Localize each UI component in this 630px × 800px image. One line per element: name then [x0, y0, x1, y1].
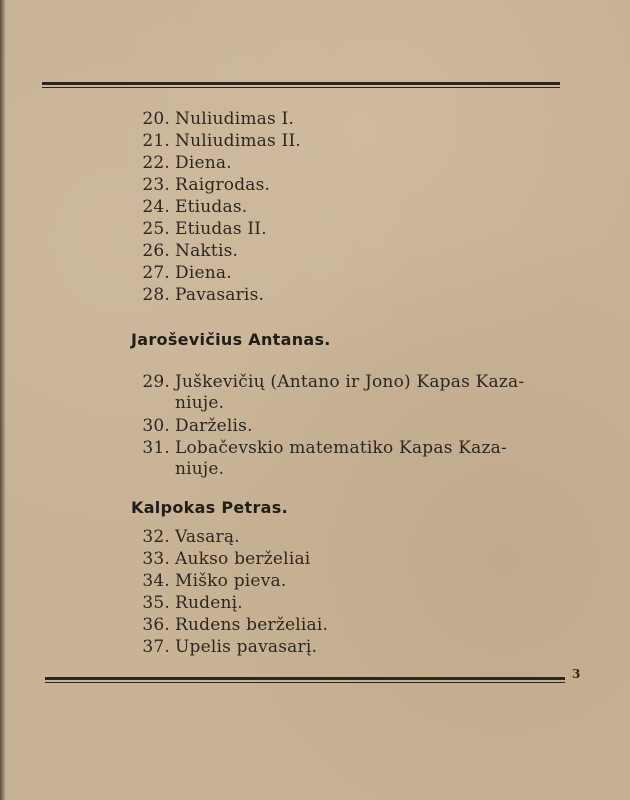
entry-number: 30.: [142, 416, 170, 436]
list-item: [136, 219, 267, 240]
entry-title: Raigrodas.: [175, 175, 271, 195]
list-item: [136, 527, 240, 548]
entry-title: Diena.: [175, 263, 232, 283]
entry-title: Rudens berželiai.: [175, 615, 329, 635]
page-number: 3: [572, 667, 581, 681]
list-item: [136, 438, 507, 480]
list-item: [136, 571, 286, 592]
author-heading: Jaroševičius Antanas.: [131, 330, 331, 349]
entry-number: 36.: [142, 615, 170, 635]
page-binding-edge: [0, 0, 6, 800]
list-item: [136, 109, 294, 130]
entry-number: 33.: [142, 549, 170, 569]
entry-number: 26.: [142, 241, 170, 261]
entry-title: Upelis pavasarį.: [175, 637, 318, 657]
entry-number: 23.: [142, 175, 170, 195]
list-item: [136, 549, 310, 570]
list-item: [136, 197, 247, 218]
entry-number: 34.: [142, 571, 170, 591]
list-item: [136, 416, 253, 437]
list-item: [136, 593, 243, 614]
entry-number: 28.: [142, 285, 170, 305]
entry-title-continuation: niuje.: [175, 459, 225, 479]
list-item: [136, 637, 317, 658]
list-item: [136, 285, 264, 306]
entry-number: 35.: [142, 593, 170, 613]
list-item: [136, 263, 232, 284]
list-item: [136, 175, 270, 196]
entry-number: 32.: [142, 527, 170, 547]
entry-number: 20.: [142, 109, 170, 129]
entry-number: 27.: [142, 263, 170, 283]
entry-number: 25.: [142, 219, 170, 239]
entry-number: 21.: [142, 131, 170, 151]
entry-title: Nuliudimas I.: [175, 109, 295, 129]
top-double-rule: [42, 82, 560, 88]
entry-title: Juškevičių (Antano ir Jono) Kapas Kaza-: [175, 372, 525, 392]
entry-number: 31.: [142, 438, 170, 458]
entry-number: 24.: [142, 197, 170, 217]
entry-title: Rudenį.: [175, 593, 243, 613]
entry-title: Lobačevskio matematiko Kapas Kaza-: [175, 438, 507, 458]
list-item: [136, 615, 328, 636]
entry-title: Etiudas.: [175, 197, 248, 217]
entry-number: 29.: [142, 372, 170, 392]
entry-number: 22.: [142, 153, 170, 173]
entry-title: Vasarą.: [175, 527, 240, 547]
author-heading: Kalpokas Petras.: [131, 498, 288, 517]
entry-title: Pavasaris.: [175, 285, 265, 305]
list-item: [136, 372, 524, 414]
entry-title: Darželis.: [175, 416, 253, 436]
list-item: [136, 131, 301, 152]
entry-title: Miško pieva.: [175, 571, 287, 591]
entry-title: Etiudas II.: [175, 219, 267, 239]
list-item: [136, 153, 232, 174]
entry-title: Naktis.: [175, 241, 239, 261]
entry-title: Diena.: [175, 153, 232, 173]
entry-title-continuation: niuje.: [175, 393, 225, 413]
entry-title: Nuliudimas II.: [175, 131, 301, 151]
bottom-double-rule: [45, 677, 565, 683]
entry-number: 37.: [142, 637, 170, 657]
entry-title: Aukso berželiai: [175, 549, 311, 569]
list-item: [136, 241, 238, 262]
